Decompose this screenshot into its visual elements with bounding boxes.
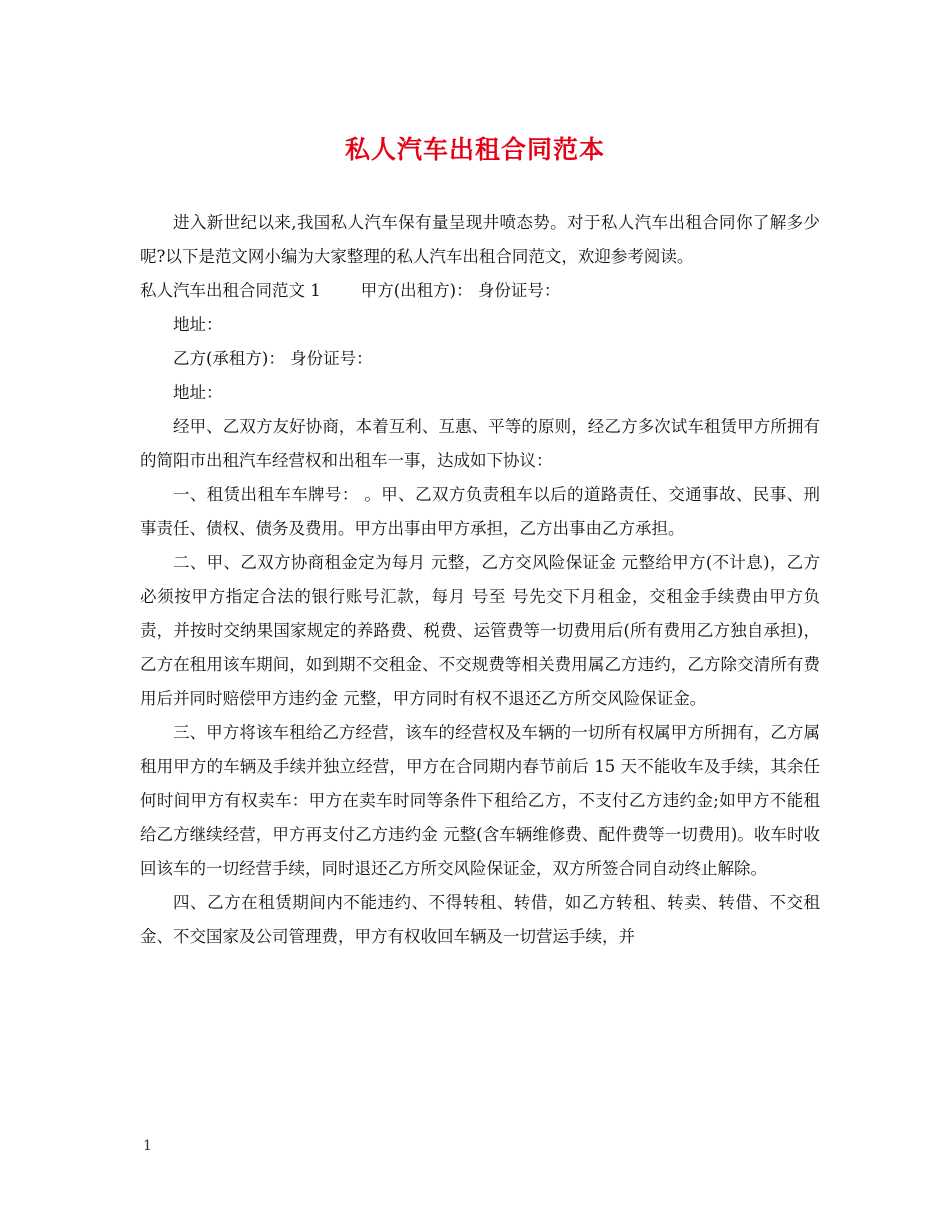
clause-3: 三、甲方将该车租给乙方经营，该车的经营权及车辆的一切所有权属甲方所拥有，乙方属租用甲方的车辆及手续并独立经营，甲方在合同期内春节前后 15 天不能收车及手续，其余任何时间甲方有权卖车：甲方在卖车时同等条件下租给乙方，不支付乙方违约金;如甲方不能租给乙方继续经营，甲方再支付乙方违约金 元整(含车辆维修费、配件费等一切费用)。收车时收回该车的一切经营手续，同时退还乙方所交风险保证金，双方所签合同自动终止解除。 [140, 723, 820, 878]
intro-paragraph: 进入新世纪以来,我国私人汽车保有量呈现井喷态势。对于私人汽车出租合同你了解多少呢?以下是范文网小编为大家整理的私人汽车出租合同范文，欢迎参考阅读。 [140, 213, 820, 266]
preamble-paragraph: 经甲、乙双方友好协商，本着互利、互惠、平等的原则，经乙方多次试车租赁甲方所拥有的简阳市出租汽车经营权和出租车一事，达成如下协议： [140, 417, 820, 470]
page-number: 1 [143, 1138, 152, 1154]
sample-heading: 私人汽车出租合同范文 1 [140, 281, 321, 300]
party-a-line: 甲方(出租方)： 身份证号： [360, 281, 561, 300]
party-a-address: 地址： [173, 315, 223, 334]
sample-heading-line [140, 274, 820, 308]
document-body [140, 206, 820, 954]
document-title: 私人汽车出租合同范本 [344, 135, 605, 164]
clause-4: 四、乙方在租赁期间内不能违约、不得转租、转借，如乙方转租、转卖、转借、不交租金、不交国家及公司管理费，甲方有权收回车辆及一切营运手续，并 [140, 893, 820, 946]
clause-2: 二、甲、乙双方协商租金定为每月 元整，乙方交风险保证金 元整给甲方(不计息)，乙方必须按甲方指定合法的银行账号汇款，每月 号至 号先交下月租金，交租金手续费由甲方负责，并按时交纳果国家规定的养路费、税费、运管费等一切费用后(所有费用乙方独自承担)，乙方在租用该车期间，如到期不交租金、不交规费等相关费用属乙方违约，乙方除交清所有费用后并同时赔偿甲方违约金 元整，甲方同时有权不退还乙方所交风险保证金。 [140, 553, 820, 708]
clause-1: 一、租赁出租车车牌号： 。甲、乙双方负责租车以后的道路责任、交通事故、民事、刑事责任、债权、债务及费用。甲方出事由甲方承担，乙方出事由乙方承担。 [140, 485, 820, 538]
party-b-line: 乙方(承租方)： 身份证号： [173, 349, 373, 368]
party-b-address: 地址： [173, 383, 223, 402]
